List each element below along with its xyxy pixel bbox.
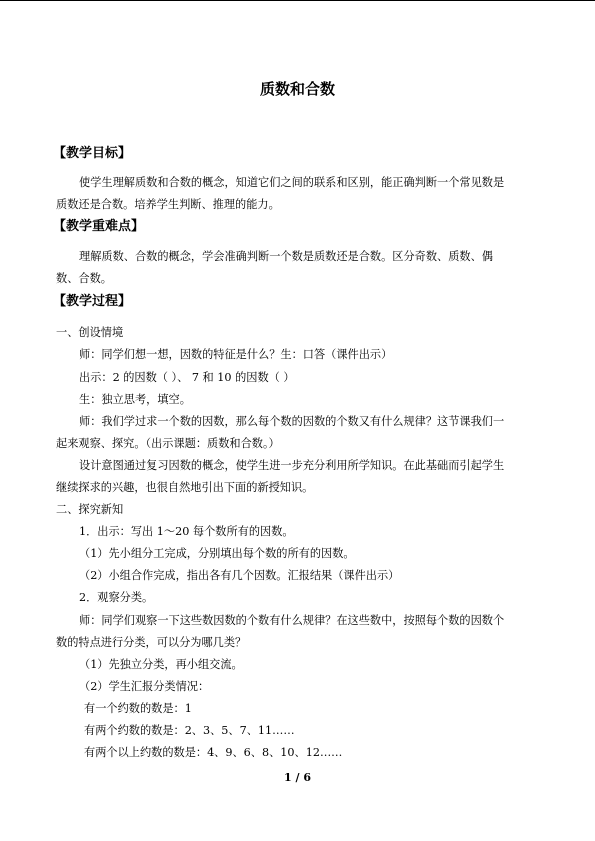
key-line: 理解质数、合数的概念，学会准确判断一个数是质数还是合数。区分奇数、质数、偶 xyxy=(79,250,493,263)
process-line: 出示：2 的因数（ ）、 7 和 10 的因数（ ） xyxy=(79,371,295,384)
process-line: 有两个约数的数是：2、3、5、7、11…… xyxy=(84,724,295,737)
goal-line: 使学生理解质数和合数的概念，知道它们之间的联系和区别，能正确判断一个常见数是 xyxy=(79,176,505,189)
process-line: 师：我们学过求一个数的因数，那么每个数的因数的个数又有什么规律？这节课我们一 xyxy=(79,415,505,428)
process-line: 生：独立思考，填空。 xyxy=(79,393,191,406)
process-line: 一、创设情境 xyxy=(56,326,124,339)
process-line: （1）先小组分工完成，分别填出每个数的所有的因数。 xyxy=(79,547,355,560)
top-rule xyxy=(0,0,595,1)
process-line: 起来观察、探究。（出示课题：质数和合数。） xyxy=(56,437,280,450)
process-line: 师：同学们想一想，因数的特征是什么？生：口答（课件出示） xyxy=(79,348,393,361)
process-line: 数的特点进行分类，可以分为哪几类？ xyxy=(56,636,247,649)
process-line: 有两个以上约数的数是：4、9、6、8、10、12…… xyxy=(84,746,343,759)
goal-heading: 【教学目标】 xyxy=(53,146,132,161)
page-number: 1 / 6 xyxy=(284,771,311,784)
process-line: 1．出示：写出 1～20 每个数所有的因数。 xyxy=(79,525,294,538)
process-heading: 【教学过程】 xyxy=(53,294,132,309)
key-heading: 【教学重难点】 xyxy=(53,219,145,234)
process-line: 2．观察分类。 xyxy=(79,591,154,604)
process-line: （2）学生汇报分类情况： xyxy=(79,680,210,693)
process-line: 继续探求的兴趣，也很自然地引出下面的新授知识。 xyxy=(56,481,314,494)
key-line: 数、合数。 xyxy=(56,272,112,285)
process-line: 二、探究新知 xyxy=(56,503,124,516)
process-line: 设计意图通过复习因数的概念，使学生进一步充分利用所学知识。在此基础而引起学生 xyxy=(79,459,505,472)
page-title: 质数和合数 xyxy=(259,80,335,98)
process-line: 师：同学们观察一下这些数因数的个数有什么规律？在这些数中，按照每个数的因数个 xyxy=(79,614,505,627)
process-line: （2）小组合作完成，指出各有几个因数。汇报结果（课件出示） xyxy=(79,569,400,582)
goal-line: 质数还是合数。培养学生判断、推理的能力。 xyxy=(56,198,280,211)
process-line: （1）先独立分类，再小组交流。 xyxy=(79,658,243,671)
process-line: 有一个约数的数是：1 xyxy=(84,702,192,715)
